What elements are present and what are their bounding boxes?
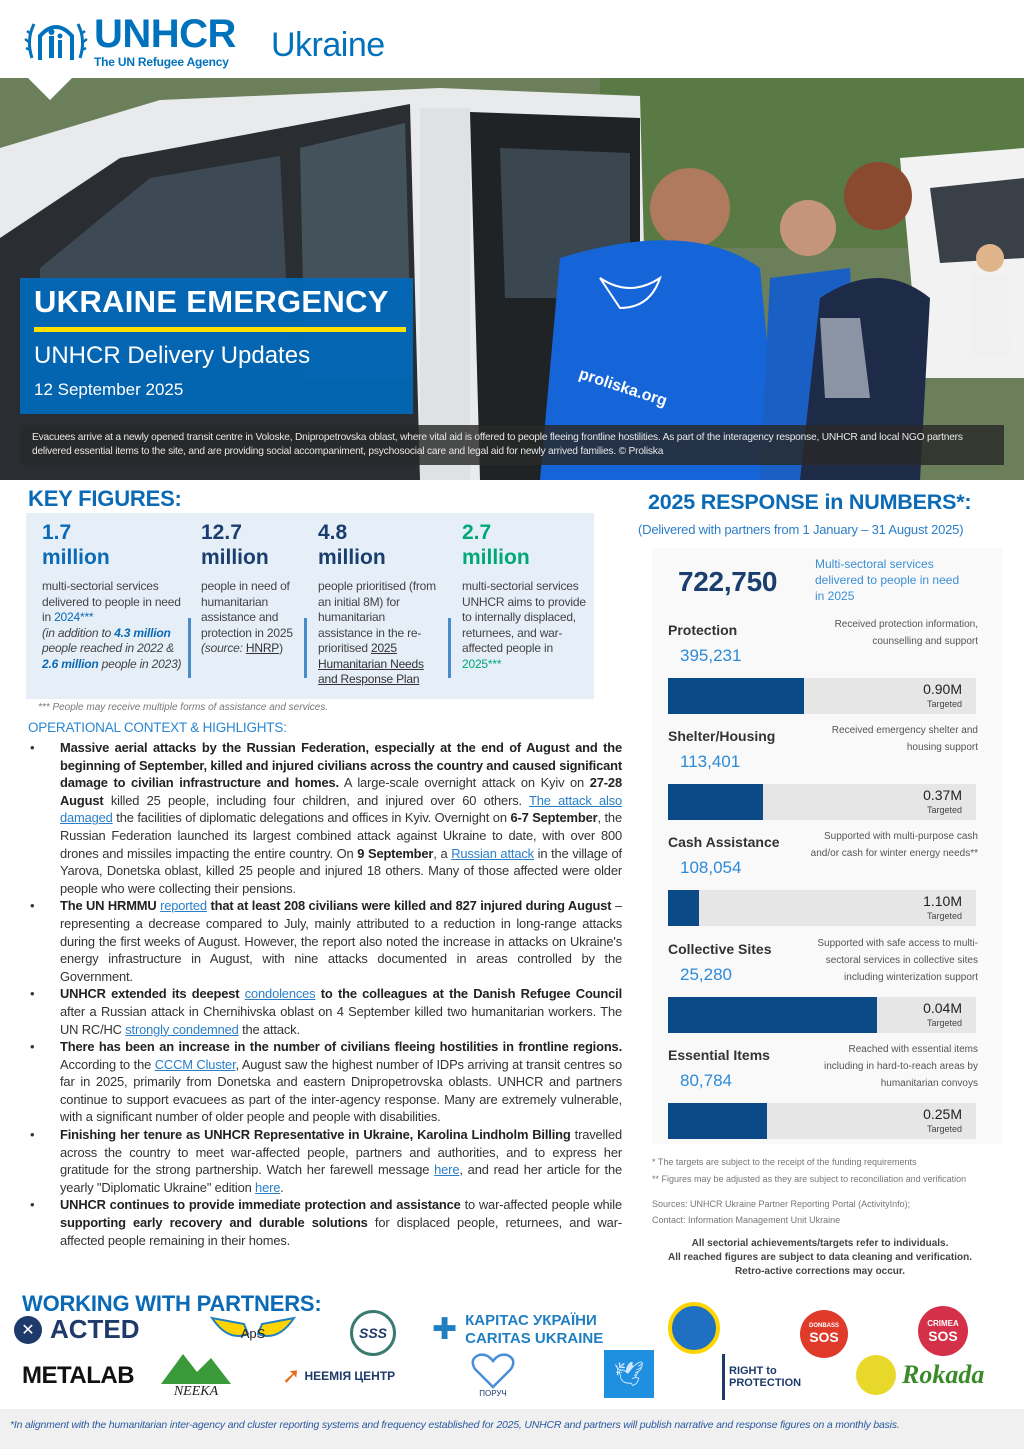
sector-reached: 113,401 — [680, 752, 741, 771]
key-figure-unit: million — [42, 546, 110, 569]
partner-logo-dove — [604, 1350, 654, 1398]
sector-target — [923, 999, 962, 1029]
progress-bar — [668, 784, 976, 820]
sector-name: Protection — [668, 622, 738, 638]
key-figures-title: KEY FIGURES: — [28, 486, 182, 511]
response-title: 2025 RESPONSE in NUMBERS*: — [648, 490, 972, 514]
partner-logo-donbass-sos: DONBASS SOS — [800, 1310, 848, 1358]
target-value: 1.10M — [923, 893, 962, 909]
progress-bar — [668, 1103, 976, 1139]
header-notch — [28, 78, 72, 100]
highlight-item: • UNHCR extended its deepest condolences to the colleagues at the Danish Refugee Council after a Russian attack in Chernihivska oblast on 4 September killed two humanitarian workers. The UN RC/HC strongly condemned the attack. — [28, 985, 622, 1038]
title-underline — [34, 327, 406, 332]
sector-target — [923, 1105, 962, 1135]
sources: Sources: UNHCR Ukraine Partner Reporting Portal (ActivityInfo); — [652, 1199, 911, 1209]
partner-logo-sss: SSS — [350, 1310, 396, 1356]
target-value: 0.37M — [923, 787, 962, 803]
key-figure-desc: multi-sectorial services UNHCR aims to provide to internally displaced, returnees, and war-affected people in 2025*** — [462, 579, 586, 671]
progress-bar-fill — [668, 890, 699, 926]
partners-title: WORKING WITH PARTNERS: — [22, 1291, 322, 1316]
key-figure-desc: people in need of humanitarian assistance and protection in 2025 (source: HNRP) — [201, 579, 293, 655]
progress-bar-fill — [668, 997, 877, 1033]
partner-logo-rokada: Rokada — [856, 1352, 984, 1398]
contact: Contact: Information Management Unit Ukraine — [652, 1215, 841, 1225]
neemia-figure-icon: ➚ — [282, 1363, 301, 1388]
sector-desc: Supported with safe access to multi-sectoral services in collective sites including winterization support — [817, 938, 978, 983]
inline-link[interactable]: here — [434, 1162, 460, 1178]
key-figure-number: 1.7 — [42, 521, 72, 544]
divider — [304, 618, 307, 678]
sector-desc: Received protection information, counselling and support — [834, 619, 978, 647]
sector-target — [923, 892, 962, 922]
partner-logo-poruch: ПОРУЧ — [468, 1348, 518, 1402]
key-figure-desc: people prioritised (from an initial 8M) for humanitarian assistance in the re-prioritised 2025 Humanitarian Needs and Response Plan — [318, 579, 436, 686]
divider — [188, 618, 191, 678]
key-figure-number: 2.7 — [462, 521, 492, 544]
sector-desc: Supported with multi-purpose cash and/or cash for winter energy needs** — [810, 831, 978, 859]
sector-target — [923, 786, 962, 816]
partner-logo-circle — [668, 1302, 720, 1354]
inline-link[interactable]: condolences — [244, 986, 316, 1002]
report-title: UKRAINE EMERGENCY — [34, 284, 389, 319]
partner-logo-metalab: METALAB — [22, 1362, 135, 1389]
highlight-item: • The UN HRMMU reported that at least 208 civilians were killed and 827 injured during August – representing a decrease compared to July, mainly attributed to a reduction in long-range attacks during the first weeks of August. However, the report also noted the increase in attacks on Ukraine's energy infrastructure in August, with nine attacks documented in areas controlled by the Government. — [28, 897, 622, 985]
key-figure-unit: million — [462, 546, 530, 569]
response-disclaimer: All sectorial achievements/targets refer to individuals. All reached figures are subject to data cleaning and verification. Retro-active corrections may occur. — [668, 1238, 972, 1277]
footer-note: *In alignment with the humanitarian inter-agency and cluster reporting systems and frequency established for 2025, UNHCR and partners will publish narrative and response figures on a monthly basis. — [0, 1409, 1024, 1449]
sector-reached: 108,054 — [680, 858, 742, 877]
highlight-item: • UNHCR continues to provide immediate protection and assistance to war-affected people while supporting early recovery and durable solutions for displaced people, returnees, and war-affected people remaining in their homes. — [28, 1196, 622, 1249]
key-figure-unit: million — [201, 546, 269, 569]
key-figure-unit: million — [318, 546, 386, 569]
title-box — [20, 278, 413, 414]
org-tagline: The UN Refugee Agency — [94, 55, 229, 69]
highlight-item: • Finishing her tenure as UNHCR Representative in Ukraine, Karolina Lindholm Billing travelled across the country to meet war-affected people, partners and authorities, and to express her gratitude for the strong partnership. Watch her farewell message here, and read her article for the yearly "Diplomatic Ukraine" edition here. — [28, 1126, 622, 1196]
inline-link[interactable]: CCCM Cluster — [154, 1056, 236, 1072]
operational-context-title: OPERATIONAL CONTEXT & HIGHLIGHTS: — [28, 720, 287, 735]
sector-name: Cash Assistance — [668, 834, 780, 850]
sector-desc: Received emergency shelter and housing support — [831, 725, 978, 753]
partner-logo-r2p: RIGHT to PROTECTION — [722, 1354, 812, 1400]
target-value: 0.04M — [923, 1000, 962, 1016]
partner-logo-caritas: ✚ КАРІТАС УКРАЇНИ CARITAS UKRAINE — [432, 1312, 604, 1347]
inline-link[interactable]: The attack also damaged — [60, 792, 623, 826]
progress-bar — [668, 890, 976, 926]
hnrp-link[interactable]: HNRP — [245, 641, 280, 655]
partner-logo-acted: ✕ ACTED — [14, 1314, 140, 1345]
response-subtitle: (Delivered with partners from 1 January – 31 August 2025) — [638, 522, 964, 537]
target-label: Targeted — [926, 805, 962, 815]
inline-link[interactable]: strongly condemned — [125, 1021, 239, 1037]
report-subtitle: UNHCR Delivery Updates — [34, 342, 311, 369]
progress-bar — [668, 678, 976, 714]
dove-icon: 🕊 — [613, 1360, 645, 1388]
target-label: Targeted — [926, 699, 962, 709]
sector-target — [923, 680, 962, 710]
country-label: Ukraine — [271, 26, 385, 64]
hero-photo — [0, 78, 1024, 480]
key-figures-box — [26, 513, 594, 699]
neeka-mountains-icon — [161, 1350, 231, 1384]
svg-text:ApS: ApS — [240, 1326, 266, 1341]
vest-text: proliska.org — [576, 365, 670, 411]
sector-reached: 395,231 — [680, 646, 742, 665]
highlights-list — [28, 739, 622, 1249]
key-figure-4 — [462, 521, 586, 672]
divider — [448, 618, 451, 678]
highlight-item: • Massive aerial attacks by the Russian Federation, especially at the end of August and the beginning of September, killed and injured civilians across the country and caused significant damage to civilian infrastructure and homes. A large-scale overnight attack on Kyiv on 27-28 August killed 25 people, including four children, and injured over 60 others. The attack also damaged the facilities of diplomatic delegations and offices in Kyiv. Overnight on 6-7 September, the Russian Federation launched its largest combined attack against Ukraine to date, with over 800 drones and missiles impacting the entire country. On 9 September, a Russian attack in the village of Yarova, Donetska oblast, killed 25 people and injured 18 others. Many of those affected were older people who were collecting their pensions. — [28, 739, 622, 897]
target-value: 0.25M — [923, 1106, 962, 1122]
note-figures: ** Figures may be adjusted as they are subject to reconciliation and verification — [652, 1174, 967, 1184]
inline-link[interactable]: here — [255, 1179, 281, 1195]
response-total-desc: Multi-sectoral services delivered to people in need in 2025 — [815, 557, 960, 603]
sector-reached: 80,784 — [680, 1071, 732, 1090]
key-figure-2 — [201, 521, 301, 657]
hnrp-2025-link[interactable]: 2025 Humanitarian Needs and Response Plan — [318, 641, 424, 686]
sector-name: Essential Items — [668, 1047, 770, 1063]
key-figure-desc: multi-sectorial services delivered to people in need in 2024*** (in addition to 4.3 million people reached in 2022 & 2.6 million people in 2023) — [42, 579, 182, 671]
partner-logo-neemia: ➚ НЕЕМІЯ ЦЕНТР — [282, 1363, 396, 1388]
partner-logo-neeka: NEEKA — [160, 1350, 232, 1400]
response-total: 722,750 — [678, 566, 778, 597]
heart-icon — [471, 1353, 515, 1389]
target-label: Targeted — [926, 1124, 962, 1134]
progress-bar — [668, 997, 976, 1033]
progress-bar-fill — [668, 784, 763, 820]
acted-icon: ✕ — [14, 1316, 42, 1344]
page-header — [0, 0, 1024, 78]
partner-logo-crimea-sos: CRIMEA SOS — [918, 1306, 968, 1356]
key-figure-number: 12.7 — [201, 521, 242, 544]
progress-bar-fill — [668, 1103, 767, 1139]
note-targets: * The targets are subject to the receipt of the funding requirements — [652, 1157, 917, 1167]
response-notes — [652, 1154, 1002, 1228]
key-figure-number: 4.8 — [318, 521, 348, 544]
sector-name: Collective Sites — [668, 941, 772, 957]
sector-desc: Reached with essential items including in hard-to-reach areas by humanitarian convoys — [824, 1044, 978, 1089]
inline-link[interactable]: reported — [160, 898, 207, 914]
target-label: Targeted — [926, 911, 962, 921]
sector-reached: 25,280 — [680, 965, 732, 984]
report-date: 12 September 2025 — [34, 380, 184, 399]
rokada-leaf-icon — [856, 1355, 896, 1395]
unhcr-logo[interactable] — [24, 14, 236, 70]
sector-name: Shelter/Housing — [668, 728, 776, 744]
org-name: UNHCR — [94, 12, 236, 56]
inline-link[interactable]: Russian attack — [451, 845, 534, 861]
photo-caption: Evacuees arrive at a newly opened transit centre in Voloske, Dnipropetrovska oblast, where vital aid is offered to people fleeing frontline hostilities. As part of the interagency response, UNHCR and local NGO partners delivered essential items to the site, and are providing social accompaniment, psychosocial care and legal aid for newly arrived families. © Proliska — [20, 425, 1004, 465]
key-figure-3 — [318, 521, 438, 688]
highlight-item: • There has been an increase in the number of civilians fleeing hostilities in frontline regions. According to the CCCM Cluster, August saw the highest number of IDPs arriving at transit centres so far in 2025, primarily from Donetska and eastern Dnipropetrovska oblasts. UNHCR and partners continue to support evacuees as part of the inter-agency response. Many are extremely vulnerable, with a significant number of older people and people with disabilities. — [28, 1038, 622, 1126]
target-label: Targeted — [926, 1018, 962, 1028]
target-value: 0.90M — [923, 681, 962, 697]
key-figure-1 — [42, 521, 182, 672]
unhcr-emblem-icon — [24, 14, 88, 70]
caritas-cross-icon: ✚ — [432, 1313, 458, 1346]
key-figures-footnote: *** People may receive multiple forms of assistance and services. — [38, 702, 329, 713]
progress-bar-fill — [668, 678, 804, 714]
